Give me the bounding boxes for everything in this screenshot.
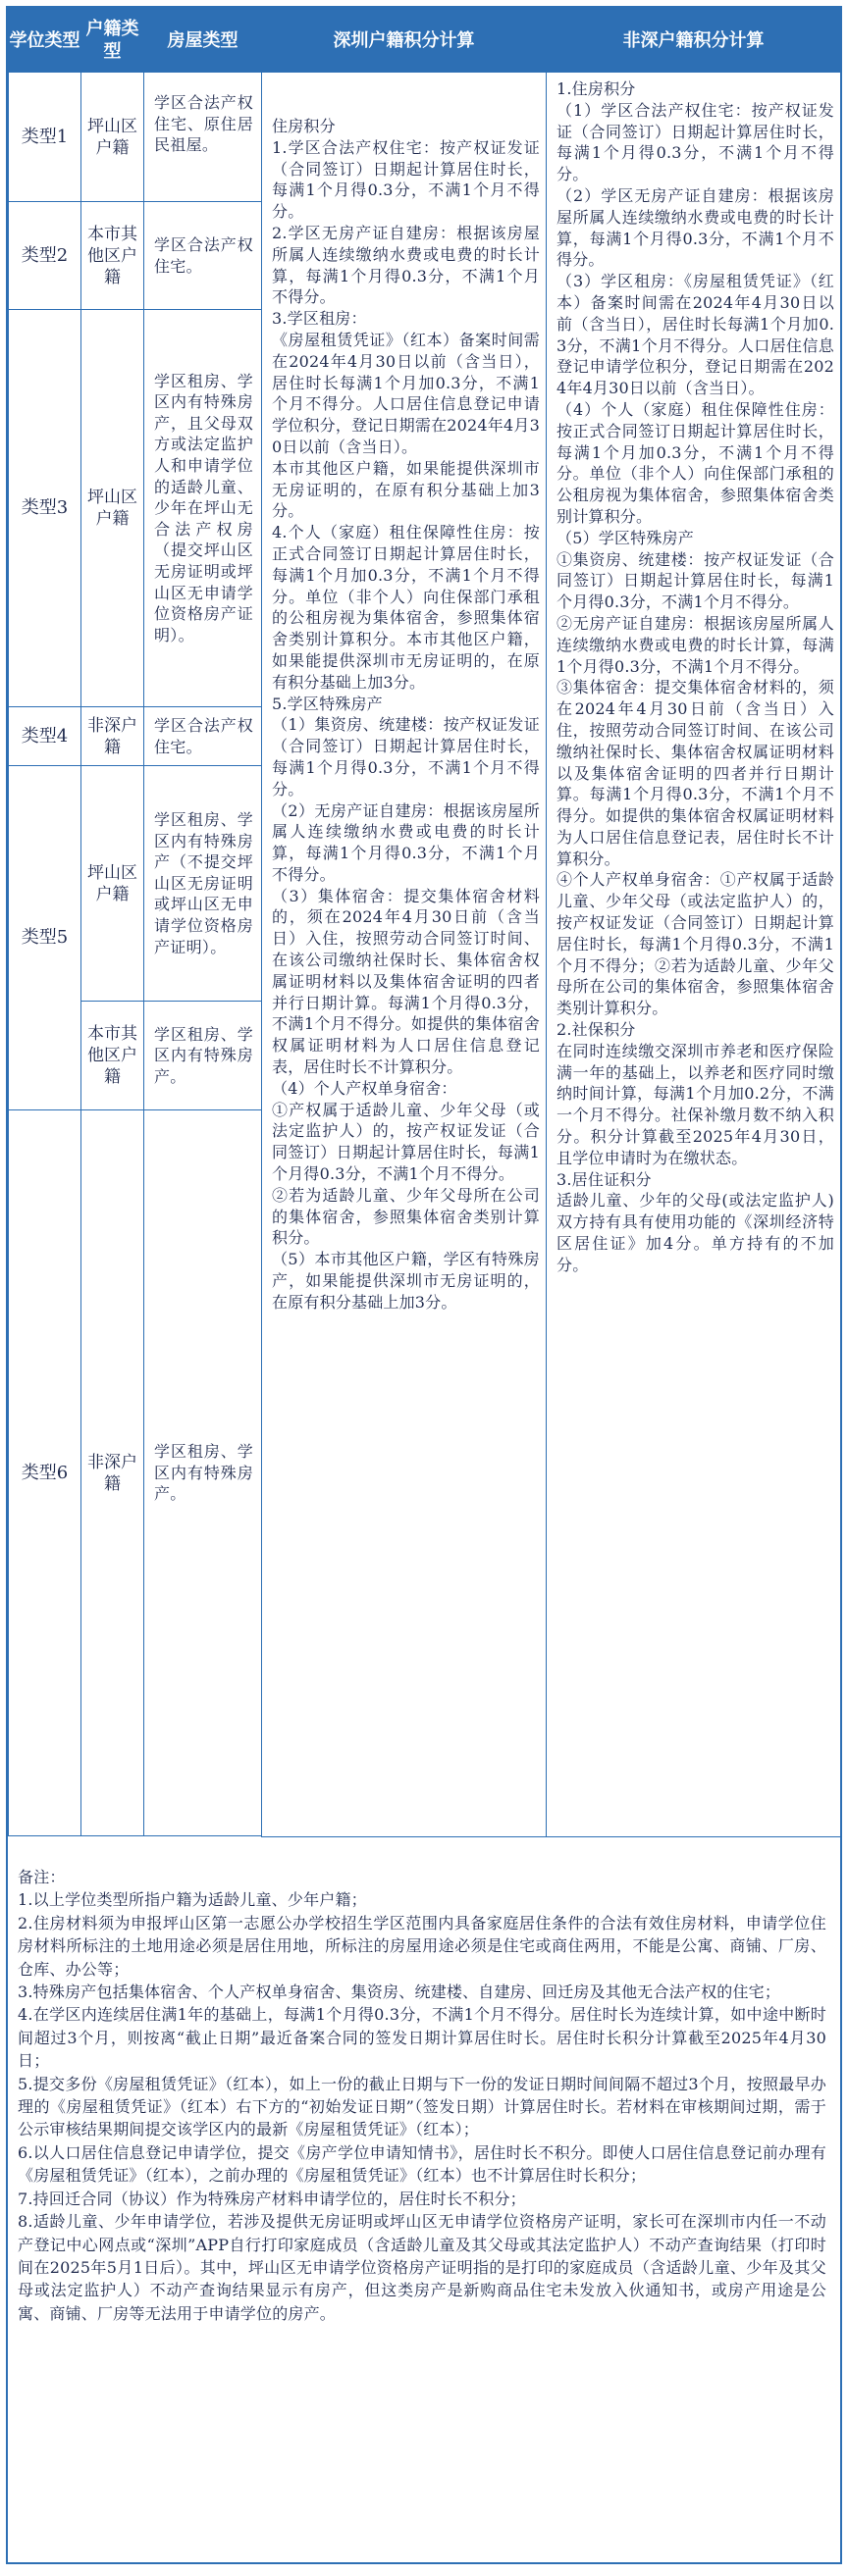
header-degree-type: 学位类型 (9, 9, 81, 73)
header-house-type: 房屋类型 (144, 9, 262, 73)
house-type-cell: 学区合法产权住宅。 (144, 202, 262, 310)
degree-type-cell: 类型4 (9, 707, 81, 766)
sz-calc-line: （2）无房产证自建房：根据该房屋所属人连续缴纳水费或电费的时长计算，每满1个月得0.3分，不满1个月不得分。 (272, 800, 540, 884)
sz-calc-line: 5.学区特殊房产 (272, 694, 383, 713)
fs-calc-line: （3）学区租房：《房屋租赁凭证》（红本）备案时间需在2024年4月30日以前（含当日），居住时长每满1个月加0.3分，不满1个月不得分。人口居住信息登记申请学位积分，登记日期需在2024年4月30日以前（含当日）。 (556, 272, 834, 398)
fs-calc-line: （2）学区无房产证自建房：根据该房屋所属人连续缴纳水费或电费的时长计算，每满1个月得0.3分，不满1个月不得分。 (556, 185, 834, 270)
degree-type-cell: 类型5 (9, 766, 81, 1110)
hukou-cell: 坪山区户籍 (81, 310, 144, 707)
fs-calc-line: （4）个人（家庭）租住保障性住房：按正式合同签订日期起计算居住时长，每满1个月加0.3分，不满1个月不得分。单位（非个人）向住保部门承租的公租房视为集体宿舍，参照集体宿舍类别计算积分。 (556, 399, 834, 526)
note-item: 3.特殊房产包括集体宿舍、个人产权单身宿舍、集资房、统建楼、自建房、回迁房及其他无合法产权的住宅； (18, 1983, 781, 2002)
fs-calc-line: 1.住房积分 (556, 79, 636, 98)
sz-calc-line: （5）本市其他区户籍，学区有特殊房产，如果能提供深圳市无房证明的，在原有积分基础上加3分。 (272, 1250, 540, 1312)
degree-type-cell: 类型1 (9, 73, 81, 202)
sz-calc-line: 3.学区租房： (272, 309, 367, 329)
notes-section (8, 1834, 840, 2562)
sz-calc-line: ②若为适龄儿童、少年父母所在公司的集体宿舍，参照集体宿舍类别计算积分。 (272, 1185, 540, 1248)
note-item: 6.以人口居住信息登记申请学位，提交《房产学位申请知情书》，居住时长不积分。即使人口居住信息登记前办理有《房屋租赁凭证》（红本），之前办理的《房屋租赁凭证》（红本）也不计算居住时长积分； (18, 2142, 826, 2186)
sz-calc-line: （4）个人产权单身宿舍： (272, 1078, 457, 1098)
note-item: 8.适龄儿童、少年申请学位，若涉及提供无房证明或坪山区无申请学位资格房产证明，家长可在深圳市内任一不动产登记中心网点或“深圳”APP自行打印家庭成员（含适龄儿童及其父母或其法定监护人）不动产查询结果（打印时间在2025年5月1日后）。其中，坪山区无申请学位资格房产证明指的是打印的家庭成员（含适龄儿童、少年及其父母或法定监护人）不动产查询结果显示有房产，但这类房产是新购商品住宅未发放入伙通知书，或房产用途是公寓、商铺、厂房等无法用于申请学位的房产。 (18, 2212, 826, 2323)
header-shenzhen-calc: 深圳户籍积分计算 (262, 9, 547, 73)
notes-title: 备注： (18, 1868, 66, 1886)
hukou-cell: 本市其他区户籍 (81, 202, 144, 310)
document-page (6, 6, 842, 2564)
note-item: 7.持回迁合同（协议）作为特殊房产材料申请学位的，居住时长不积分； (18, 2189, 526, 2208)
degree-type-cell: 类型6 (9, 1110, 81, 1836)
fs-calc-line: 3.居住证积分 (556, 1169, 652, 1189)
note-item: 1.以上学位类型所指户籍为适龄儿童、少年户籍； (18, 1890, 367, 1910)
house-type-cell: 学区租房、学区内有特殊房产，且父母双方或法定监护人和申请学位的适龄儿童、少年在坪山无合法产权房（提交坪山区无房证明或坪山区无申请学位资格房产证明）。 (144, 310, 262, 707)
note-item: 2.住房材料须为申报坪山区第一志愿公办学校招生学区范围内具备家庭居住条件的合法有效住房材料，申请学位住房材料所标注的土地用途必须是居住用地，所标注的房屋用途必须是住宅或商住两用，不能是公寓、商铺、厂房、仓库、办公等； (18, 1913, 826, 1979)
hukou-cell: 非深户籍 (81, 707, 144, 766)
house-type-cell: 学区合法产权住宅、原住居民祖屋。 (144, 73, 262, 202)
table-header-row (9, 9, 841, 73)
house-type-cell: 学区合法产权住宅。 (144, 707, 262, 766)
hukou-cell: 坪山区户籍 (81, 766, 144, 1002)
sz-calc-line: （1）集资房、统建楼：按产权证发证（合同签订）日期起计算居住时长，每满1个月得0.3分，不满1个月不得分。 (272, 715, 540, 799)
sz-calc-line: （3）集体宿舍：提交集体宿舍材料的，须在2024年4月30日前（含当日）入住，按照劳动合同签订时间、在该公司缴纳社保时长、集体宿舍权属证明材料以及集体宿舍证明的四者并行日期计算。每满1个月得0.3分，不满1个月不得分。如提供的集体宿舍权属证明材料为人口居住信息登记表，居住时长不计算积分。 (272, 886, 540, 1077)
fs-calc-line: ③集体宿舍：提交集体宿舍材料的，须在2024年4月30日前（含当日）入住，按照劳动合同签订时间、在该公司缴纳社保时长、集体宿舍权属证明材料以及集体宿舍证明的四者并行日期计算。每满1个月得0.3分，不满1个月不得分。如提供的集体宿舍权属证明材料为人口居住信息登记表，居住时长不计算积分。 (556, 678, 834, 868)
fs-calc-line: （1）学区合法产权住宅：按产权证发证（合同签订）日期起计算居住时长，每满1个月得0.3分，不满1个月不得分。 (556, 100, 834, 184)
sz-calc-line: 本市其他区户籍，如果能提供深圳市无房证明的，在原有积分基础上加3分。 (272, 458, 540, 521)
house-type-cell: 学区租房、学区内有特殊房产。 (144, 1002, 262, 1110)
header-nonshenzhen-calc: 非深户籍积分计算 (547, 9, 841, 73)
degree-type-cell: 类型2 (9, 202, 81, 310)
fs-calc-line: 在同时连续缴交深圳市养老和医疗保险满一年的基础上，以养老和医疗同时缴纳时间计算，每满1个月加0.2分，不满一个月不得分。社保补缴月数不纳入积分。积分计算截至2025年4月30日，且学位申请时为在缴状态。 (556, 1041, 834, 1167)
fs-calc-line: ①集资房、统建楼：按产权证发证（合同签订）日期起计算居住时长，每满1个月得0.3分，不满1个月不得分。 (556, 549, 834, 612)
fs-calc-line: 适龄儿童、少年的父母(或法定监护人)双方持有具有使用功能的《深圳经济特区居住证》加4分。单方持有的不加分。 (556, 1191, 834, 1274)
nonshenzhen-calc-cell (547, 73, 841, 1837)
fs-calc-line: 2.社保积分 (556, 1020, 636, 1040)
sz-calc-line: 住房积分 (272, 117, 336, 135)
fs-calc-line: ②无房产证自建房：根据该房屋所属人连续缴纳水费或电费的时长计算，每满1个月得0.3分，不满1个月不得分。 (556, 613, 834, 676)
points-table (8, 8, 841, 1837)
note-item: 5.提交多份《房屋租赁凭证》（红本），如上一份的截止日期与下一份的发证日期时间间隔不超过3个月，按照最早办理的《房屋租赁凭证》（红本）右下方的“初始发证日期”（签发日期）计算居住时长。若材料在审核期间过期，需于公示审核结果期间提交该学区内的最新《房屋租赁凭证》（红本）； (18, 2074, 826, 2139)
sz-calc-line: 《房屋租赁凭证》（红本）备案时间需在2024年4月30日以前（含当日），居住时长每满1个月加0.3分，不满1个月不得分。人口居住信息登记申请学位积分，登记日期需在2024年4月30日以前（含当日）。 (272, 330, 540, 456)
hukou-cell: 本市其他区户籍 (81, 1002, 144, 1110)
house-type-cell: 学区租房、学区内有特殊房产。 (144, 1110, 262, 1836)
sz-calc-line: ①产权属于适龄儿童、少年父母（或法定监护人）的，按产权证发证（合同签订）日期起计算居住时长，每满1个月得0.3分，不满1个月不得分。 (272, 1100, 540, 1184)
fs-calc-line: （5）学区特殊房产 (556, 528, 694, 547)
table-row (9, 73, 841, 202)
fs-calc-line: ④个人产权单身宿舍：①产权属于适龄儿童、少年父母（或法定监护人）的，按产权证发证（合同签订）日期起计算居住时长，每满1个月得0.3分，不满1个月不得分；②若为适龄儿童、少年父母所在公司的集体宿舍，参照集体宿舍类别计算积分。 (556, 870, 834, 1018)
sz-calc-line: 2.学区无房产证自建房：根据该房屋所属人连续缴纳水费或电费的时长计算，每满1个月得0.3分，不满1个月不得分。 (272, 223, 540, 307)
hukou-cell: 非深户籍 (81, 1110, 144, 1836)
sz-calc-line: 4.个人（家庭）租住保障性住房：按正式合同签订日期起计算居住时长，每满1个月加0.3分，不满1个月不得分。单位（非个人）向住保部门承租的公租房视为集体宿舍，参照集体宿舍类别计算积分。本市其他区户籍，如果能提供深圳市无房证明的，在原有积分基础上加3分。 (272, 523, 540, 692)
house-type-cell: 学区租房、学区内有特殊房产（不提交坪山区无房证明或坪山区无申请学位资格房产证明）。 (144, 766, 262, 1002)
hukou-cell: 坪山区户籍 (81, 73, 144, 202)
shenzhen-calc-cell (262, 73, 547, 1837)
sz-calc-line: 1.学区合法产权住宅：按产权证发证（合同签订）日期起计算居住时长，每满1个月得0.3分，不满1个月不得分。 (272, 137, 540, 222)
header-hukou-type: 户籍类型 (81, 9, 144, 73)
degree-type-cell: 类型3 (9, 310, 81, 707)
note-item: 4.在学区内连续居住满1年的基础上，每满1个月得0.3分，不满1个月不得分。居住时长为连续计算，如中途中断时间超过3个月，则按离“截止日期”最近备案合同的签发日期计算居住时长。居住时长积分计算截至2025年4月30日； (18, 2005, 826, 2071)
